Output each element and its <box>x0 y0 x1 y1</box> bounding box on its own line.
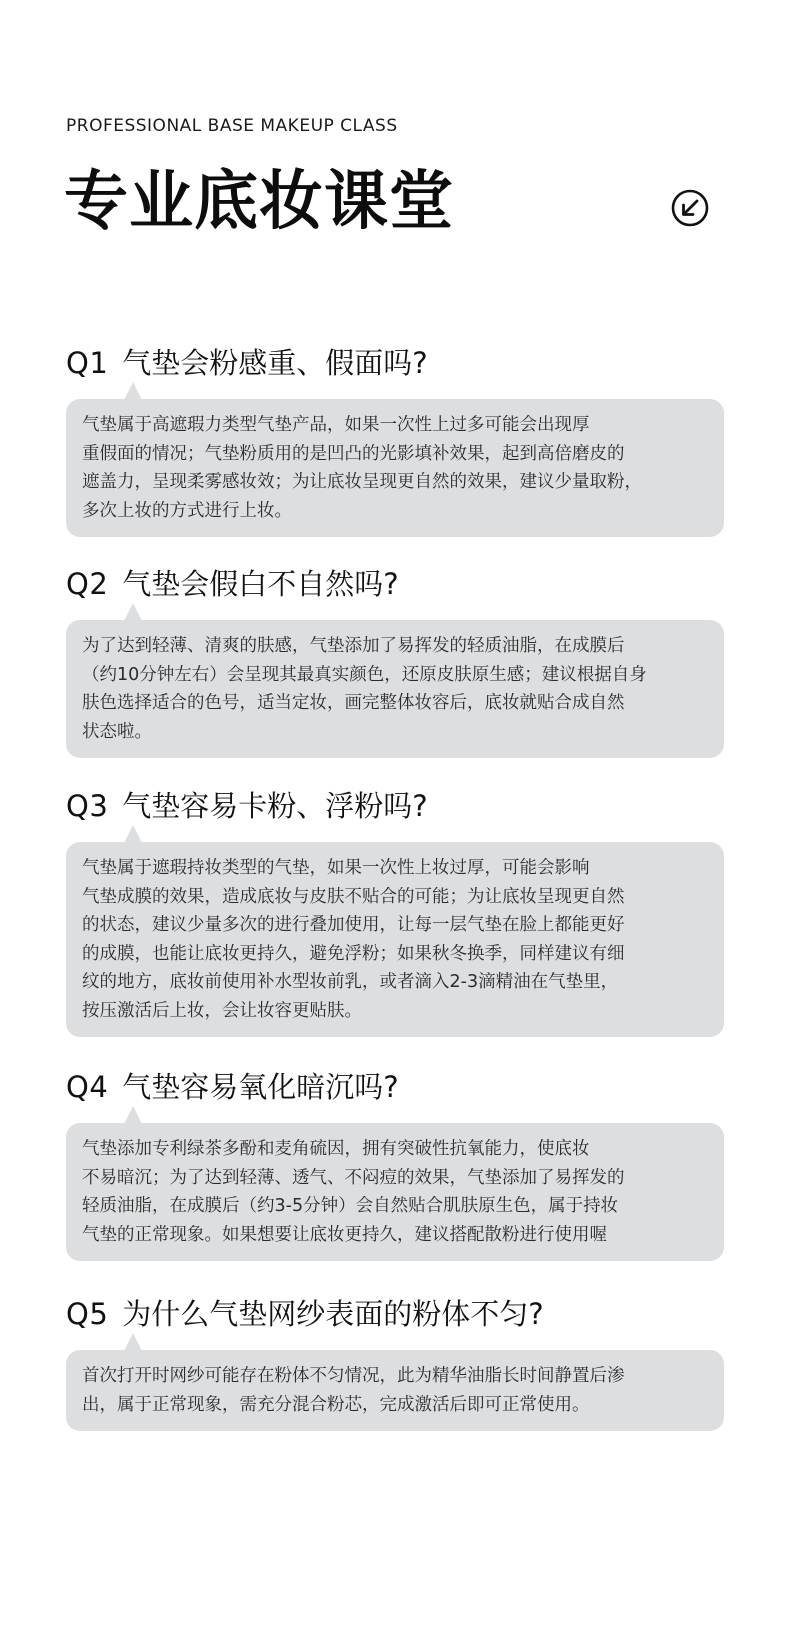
faq-item-q1 <box>66 345 724 537</box>
faq-item-q5 <box>66 1296 724 1431</box>
answer-line: 肤色选择适合的色号，适当定妆，画完整体妆容后，底妆就贴合成自然 <box>82 693 625 713</box>
question-text: 气垫会假白不自然吗? <box>122 567 399 601</box>
question-number: Q4 <box>66 1070 109 1104</box>
question-number: Q5 <box>66 1297 109 1331</box>
question-text: 气垫会粉感重、假面吗? <box>122 346 428 380</box>
answer-line: 为了达到轻薄、清爽的肤感，气垫添加了易挥发的轻质油脂，在成膜后 <box>82 636 625 656</box>
answer-line: 多次上妆的方式进行上妆。 <box>82 500 292 521</box>
question-number: Q1 <box>66 346 109 380</box>
answer-line: 按压激活后上妆，会让妆容更贴肤。 <box>82 1000 362 1021</box>
question-heading <box>66 345 724 381</box>
question-number: Q3 <box>66 789 109 823</box>
answer-line: 气垫的正常现象。如果想要让底妆更持久，建议搭配散粉进行使用喔 <box>82 1224 607 1245</box>
answer-bubble <box>66 842 724 1037</box>
answer-line: 的状态，建议少量多次的进行叠加使用，让每一层气垫在脸上都能更好 <box>82 915 625 935</box>
answer-line: 气垫属于高遮瑕力类型气垫产品，如果一次性上过多可能会出现厚 <box>82 415 590 435</box>
answer-line: （约10分钟左右）会呈现其最真实颜色，还原皮肤原生感；建议根据自身 <box>82 664 647 685</box>
faq-item-q3 <box>66 788 724 1037</box>
question-heading <box>66 566 724 602</box>
answer-bubble <box>66 399 724 537</box>
question-heading <box>66 1069 724 1105</box>
answer-line: 气垫属于遮瑕持妆类型的气垫，如果一次性上妆过厚，可能会影响 <box>82 858 590 878</box>
answer-line: 重假面的情况；气垫粉质用的是凹凸的光影填补效果，起到高倍磨皮的 <box>82 443 625 464</box>
answer-line: 纹的地方，底妆前使用补水型妆前乳，或者滴入2-3滴精油在气垫里， <box>82 972 619 992</box>
question-heading <box>66 1296 724 1332</box>
question-text: 气垫容易氧化暗沉吗? <box>122 1070 399 1104</box>
answer-line: 状态啦。 <box>82 721 152 742</box>
faq-item-q2 <box>66 566 724 758</box>
faq-item-q4 <box>66 1069 724 1261</box>
answer-line: 遮盖力，呈现柔雾感妆效；为让底妆呈现更自然的效果，建议少量取粉， <box>82 472 642 492</box>
answer-line: 气垫添加专利绿茶多酚和麦角硫因，拥有突破性抗氧能力，使底妆 <box>82 1139 590 1159</box>
question-text: 气垫容易卡粉、浮粉吗? <box>122 789 428 823</box>
answer-line: 首次打开时网纱可能存在粉体不匀情况，此为精华油脂长时间静置后渗 <box>82 1366 625 1386</box>
page-title: 专业底妆课堂 <box>64 165 454 239</box>
answer-bubble <box>66 620 724 758</box>
answer-line: 气垫成膜的效果，造成底妆与皮肤不贴合的可能；为让底妆呈现更自然 <box>82 886 625 907</box>
answer-bubble <box>66 1350 724 1431</box>
question-heading <box>66 788 724 824</box>
answer-bubble <box>66 1123 724 1261</box>
eyebrow-text: PROFESSIONAL BASE MAKEUP CLASS <box>66 116 398 136</box>
answer-line: 轻质油脂，在成膜后（约3-5分钟）会自然贴合肌肤原生色，属于持妆 <box>82 1196 619 1216</box>
arrow-down-left-circle-icon[interactable] <box>670 188 710 228</box>
answer-line: 出，属于正常现象，需充分混合粉芯，完成激活后即可正常使用。 <box>82 1394 590 1415</box>
question-number: Q2 <box>66 567 109 601</box>
answer-line: 的成膜，也能让底妆更持久，避免浮粉；如果秋冬换季，同样建议有细 <box>82 943 625 964</box>
question-text: 为什么气垫网纱表面的粉体不匀? <box>122 1297 544 1331</box>
answer-line: 不易暗沉；为了达到轻薄、透气、不闷痘的效果，气垫添加了易挥发的 <box>82 1167 625 1188</box>
